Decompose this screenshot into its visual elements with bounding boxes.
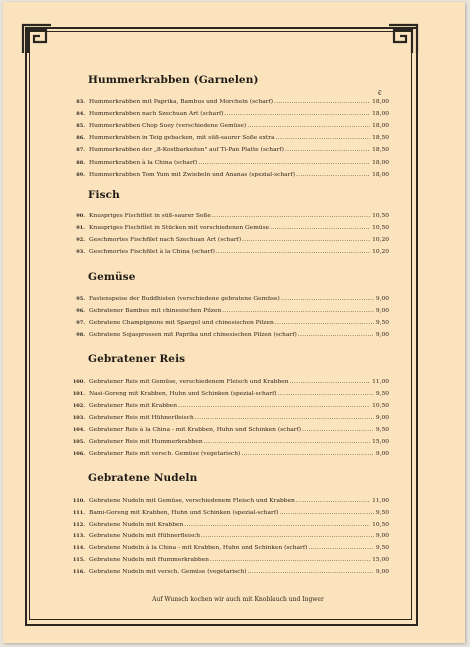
item-description: Hummerkrabben der „8-Kostbarkeiten" auf Ti-Pan Platte (scharf) ..... <box>89 145 389 155</box>
item-number: 102. <box>72 403 85 409</box>
item-description: Geschmortes Fischfilet nach Szechuan Art (scharf) ..... <box>89 235 389 245</box>
item-description: Nasi-Goreng mit Krabben, Huhn und Schinken (spezial-scharf) ..... <box>89 389 389 399</box>
menu-item-row <box>63 145 389 155</box>
item-description: Hummerkrabben Tom Yum mit Zwiebeln und Ananas (spezial-scharf) ..... <box>89 170 389 180</box>
item-description: Gebratene Nudeln mit Hummerkrabben ..... <box>89 555 389 565</box>
menu-item-row <box>63 449 389 459</box>
item-description: Gebratene Sojasprossen mit Paprika und chinesischen Pilzen (scharf) ..... <box>89 330 389 340</box>
item-price: 11,00 <box>372 498 389 504</box>
item-description: Gebratener Reis mit versch. Gemüse (vegetarisch) ..... <box>89 449 389 459</box>
item-price: 9,00 <box>375 308 389 314</box>
item-price: 18,00 <box>372 123 389 130</box>
item-description: Hummerkrabben mit Paprika, Bambus und Morcheln (scharf) ..... <box>89 97 389 107</box>
item-price: 10,50 <box>372 225 389 231</box>
item-price: 11,00 <box>372 379 389 385</box>
item-price: 18,00 <box>372 111 389 118</box>
item-number: 104. <box>72 427 85 433</box>
menu-item-row <box>63 294 389 304</box>
item-price: 18,00 <box>372 171 389 178</box>
currency-header: € <box>378 90 382 97</box>
section-title: Hummerkrabben (Garnelen) <box>88 74 259 86</box>
item-price: 9,50 <box>375 427 389 433</box>
item-price: 10,50 <box>372 521 389 528</box>
item-price: 9,00 <box>375 451 389 457</box>
item-description: Gebratene Nudeln mit Hühnerfleisch ..... <box>89 531 389 541</box>
menu-item-row <box>63 425 389 435</box>
section-title: Fisch <box>88 189 120 201</box>
item-number: 87. <box>76 147 85 154</box>
item-number: 111. <box>72 509 85 516</box>
item-price: 9,50 <box>375 320 389 326</box>
menu-item-row <box>63 496 389 506</box>
menu-item-row <box>63 520 389 530</box>
item-description: Hummerkrabben Chop Suey (verschiedene Gemüse) ..... <box>89 121 389 131</box>
item-number: 83. <box>76 99 85 105</box>
item-description: Gebratener Reis mit Krabben ..... <box>89 401 389 411</box>
menu-item-row <box>63 531 389 541</box>
item-number: 114. <box>72 545 85 552</box>
item-price: 18,50 <box>372 147 389 154</box>
item-description: Hummerkrabben nach Szechuan Art (scharf) ..... <box>89 109 389 119</box>
item-description: Gebratener Reis mit Hummerkrabben ..... <box>89 437 389 447</box>
menu-item-row <box>63 377 389 387</box>
item-number: 86. <box>76 135 85 142</box>
item-price: 15,00 <box>372 439 389 445</box>
menu-item-row <box>63 330 389 340</box>
item-price: 18,50 <box>372 135 389 142</box>
item-price: 15,00 <box>372 557 389 563</box>
section-title: Gebratene Nudeln <box>88 472 198 484</box>
item-price: 9,00 <box>375 568 389 575</box>
item-number: 84. <box>76 111 85 118</box>
item-price: 9,50 <box>375 509 389 516</box>
menu-item-row <box>63 306 389 316</box>
item-price: 18,00 <box>372 159 389 166</box>
footer-note: Auf Wunsch kochen wir auch mit Knoblauch und Ingwer <box>152 596 324 603</box>
menu-item-row <box>63 318 389 328</box>
section-title: Gemüse <box>88 271 136 283</box>
item-number: 85. <box>76 123 85 130</box>
item-number: 112. <box>72 521 85 528</box>
menu-item-row <box>63 401 389 411</box>
item-description: Knuspriges Fischfilet in süß-saurer Soße ..... <box>89 211 389 221</box>
item-price: 18,00 <box>372 99 389 105</box>
menu-item-row <box>63 543 389 553</box>
menu-item-row <box>63 508 389 518</box>
item-price: 9,00 <box>375 296 389 302</box>
item-number: 95. <box>76 296 85 302</box>
menu-item-row <box>63 413 389 423</box>
corner-ornament-top-left <box>21 23 53 55</box>
item-number: 92. <box>76 237 85 243</box>
item-price: 9,00 <box>375 415 389 421</box>
menu-item-row <box>63 555 389 565</box>
menu-item-row <box>63 437 389 447</box>
item-description: Geschmortes Fischfilet à la China (scharf) ..... <box>89 247 389 257</box>
menu-item-row <box>63 121 389 131</box>
menu-page <box>3 2 465 643</box>
item-number: 90. <box>76 213 85 219</box>
menu-item-row <box>63 567 389 577</box>
item-description: Gebratene Nudeln mit Gemüse, verschiedenem Fleisch und Krabben ..... <box>89 496 389 506</box>
item-price: 10,50 <box>372 213 389 219</box>
item-number: 115. <box>72 557 85 563</box>
menu-item-row <box>63 158 389 168</box>
item-description: Fastenspeise der Buddhisten (verschiedene gebratene Gemüse) ..... <box>89 294 389 304</box>
item-description: Gebratene Nudeln mit versch. Gemüse (vegetarisch) ..... <box>89 567 389 577</box>
item-number: 113. <box>72 533 85 540</box>
item-number: 110. <box>72 498 85 504</box>
item-description: Bami-Goreng mit Krabben, Huhn und Schinken (spezial-scharf) ..... <box>89 508 389 518</box>
item-number: 101. <box>72 391 85 397</box>
item-description: Hummerkrabben in Teig gebacken, mit süß-saurer Soße extra ..... <box>89 133 389 143</box>
item-price: 10,20 <box>372 249 389 255</box>
item-number: 93. <box>76 249 85 255</box>
item-number: 105. <box>72 439 85 445</box>
menu-item-row <box>63 223 389 233</box>
item-description: Gebratener Reis mit Hühnerfleisch ..... <box>89 413 389 423</box>
item-description: Knuspriges Fischfilet in Stücken mit verschiedenen Gemüse ..... <box>89 223 389 233</box>
item-price: 9,00 <box>375 332 389 338</box>
item-number: 116. <box>72 568 85 575</box>
item-description: Gebratene Nudeln mit Krabben ..... <box>89 520 389 530</box>
item-description: Gebratener Reis mit Gemüse, verschiedenem Fleisch und Krabben ..... <box>89 377 389 387</box>
menu-item-row <box>63 211 389 221</box>
item-number: 91. <box>76 225 85 231</box>
item-description: Hummerkrabben à la China (scharf) ..... <box>89 158 389 168</box>
item-number: 96. <box>76 308 85 314</box>
item-number: 103. <box>72 415 85 421</box>
item-price: 9,50 <box>375 545 389 552</box>
item-price: 10,50 <box>372 403 389 409</box>
menu-item-row <box>63 389 389 399</box>
item-description: Gebratene Nudeln à la China - mit Krabben, Huhn und Schinken (scharf) ..... <box>89 543 389 553</box>
item-number: 100. <box>72 379 85 385</box>
menu-item-row <box>63 97 389 107</box>
menu-item-row <box>63 170 389 180</box>
item-price: 9,00 <box>375 533 389 540</box>
item-description: Gebratener Bambus mit chinesischen Pilzen ..... <box>89 306 389 316</box>
menu-item-row <box>63 109 389 119</box>
item-number: 89. <box>76 171 85 178</box>
item-description: Gebratener Reis à la China - mit Krabben, Huhn und Schinken (scharf) ..... <box>89 425 389 435</box>
menu-item-row <box>63 247 389 257</box>
item-price: 10,20 <box>372 237 389 243</box>
item-description: Gebratene Champignons mit Spargel und chinesischen Pilzen ..... <box>89 318 389 328</box>
corner-ornament-top-right <box>387 23 419 55</box>
item-number: 88. <box>76 159 85 166</box>
item-number: 97. <box>76 320 85 326</box>
item-number: 106. <box>72 451 85 457</box>
item-price: 9,50 <box>375 391 389 397</box>
menu-item-row <box>63 235 389 245</box>
menu-item-row <box>63 133 389 143</box>
section-title: Gebratener Reis <box>88 353 186 365</box>
item-number: 98. <box>76 332 85 338</box>
